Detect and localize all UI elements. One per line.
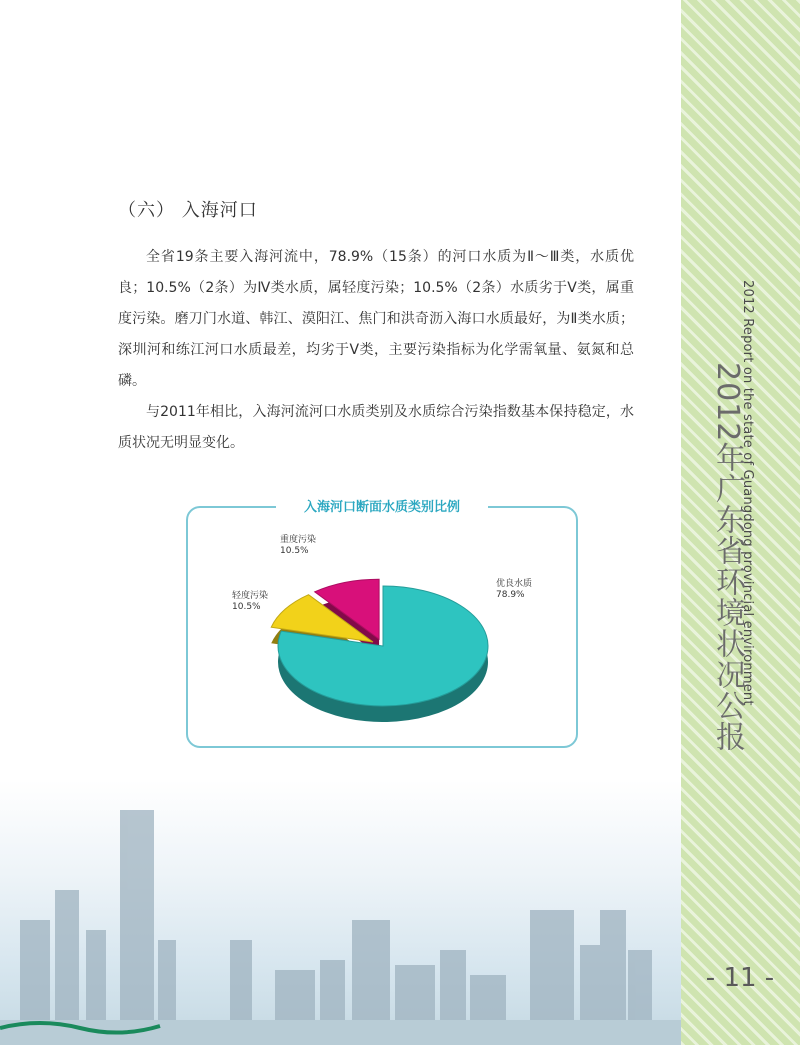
pie-category-label: 优良水质 (496, 579, 533, 589)
pie-value-label: 10.5% (280, 546, 309, 556)
city-skyline-image (0, 780, 681, 1045)
paragraph-2: 与2011年相比，入海河流河口水质类别及水质综合污染指数基本保持稳定，水质状况无明显变化。 (118, 404, 634, 451)
pie-value-label: 78.9% (496, 590, 525, 600)
side-english-title: 2012 Report on the state of Guangdong provincial environment (740, 280, 755, 706)
section-heading: （六） 入海河口 (118, 200, 258, 221)
pie-category-label: 轻度污染 (232, 591, 269, 601)
paragraph-1: 全省19条主要入海河流中，78.9%（15条）的河口水质为Ⅱ～Ⅲ类，水质优良；10.5%（2条）为Ⅳ类水质，属轻度污染；10.5%（2条）水质劣于Ⅴ类，属重度污染。磨刀门水道、韩江、漠阳江、焦门和洪奇沥入海口水质最好，为Ⅱ类水质；深圳河和练江河口水质最差，均劣于Ⅴ类，主要污染指标为化学需氧量、氨氮和总磷。 (118, 249, 634, 389)
pie-category-label: 重度污染 (280, 535, 317, 545)
pie-labels-layer (232, 533, 532, 612)
pie-chart (186, 506, 574, 746)
side-chinese-title: 2012年广东省环境状况公报 (710, 362, 745, 753)
pie-value-label: 10.5% (232, 602, 261, 612)
side-title-block (700, 280, 775, 753)
page-number: - 11 - (705, 963, 775, 993)
chart-title: 入海河口断面水质类别比例 (276, 496, 488, 515)
